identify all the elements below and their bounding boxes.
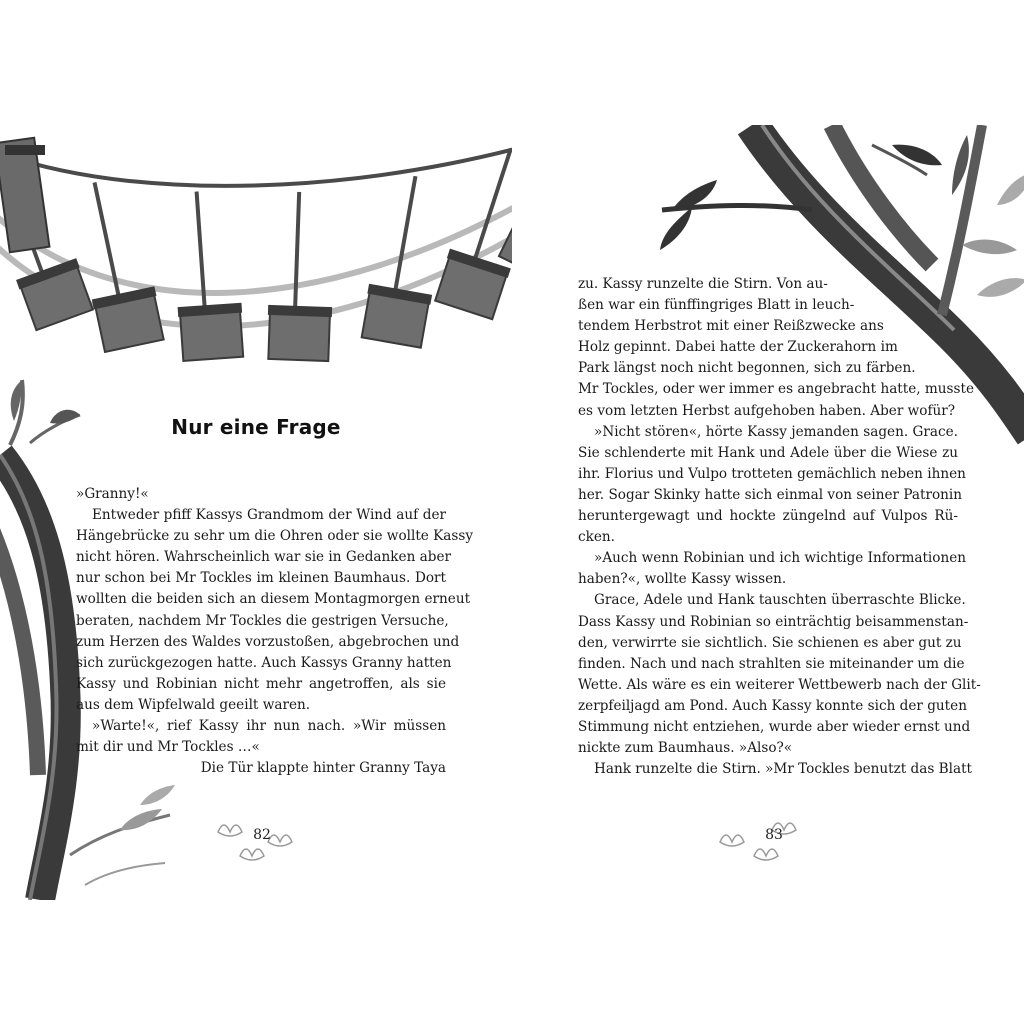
text-line: zerpfeiljagd am Pond. Auch Kassy konnte sich der guten: [578, 697, 967, 714]
text-line: Holz gepinnt. Dabei hatte der Zuckerahorn im: [578, 339, 898, 356]
text-line: Sie schlenderte mit Hank und Adele über die Wiese zu: [578, 444, 958, 461]
page-number: 83: [765, 827, 783, 843]
text-line: aus dem Wipfelwald geeilt waren.: [76, 696, 311, 713]
text-line: beraten, nachdem Mr Tockles die gestrigen Versuche,: [76, 612, 449, 629]
text-line: den, verwirrte sie sichtlich. Sie schienen es aber gut zu: [578, 634, 962, 651]
bridge-plank: [360, 171, 452, 348]
text-line: Entweder pfiff Kassys Grandmom der Wind auf der: [92, 507, 446, 524]
left-page-body: [76, 484, 474, 779]
text-line: »Granny!«: [76, 486, 149, 502]
text-line: haben?«, wollte Kassy wissen.: [578, 571, 787, 588]
text-line: »Nicht stören«, hörte Kassy jemanden sagen. Grace.: [594, 423, 958, 440]
text-line: nur schon bei Mr Tockles im kleinen Baumhaus. Dort: [76, 570, 446, 587]
right-page: [512, 125, 1024, 900]
text-line: Wette. Als wäre es ein weiterer Wettbewerb nach der Glit-: [578, 676, 981, 693]
text-line: sich zurückgezogen hatte. Auch Kassys Granny hatten: [76, 654, 452, 671]
text-line: zum Herzen des Waldes vorzustoßen, abgebrochen und: [76, 633, 460, 650]
text-line: wollten die beiden sich an diesem Montagmorgen erneut: [76, 591, 471, 608]
text-line: heruntergewagt und hockte züngelnd auf Vulpos Rü-: [578, 508, 958, 525]
text-line: Die Tür klappte hinter Granny Taya: [200, 760, 446, 777]
text-line: Park längst noch nicht begonnen, sich zu färben.: [578, 360, 916, 377]
left-page: [0, 125, 512, 900]
text-line: mit dir und Mr Tockles …«: [76, 739, 260, 756]
text-line: Stimmung nicht entziehen, wurde aber wieder ernst und: [578, 718, 971, 735]
text-line: »Warte!«, rief Kassy ihr nun nach. »Wir müssen: [92, 718, 446, 735]
right-page-body: [578, 274, 981, 780]
text-line: ßen war ein fünffingriges Blatt in leuch-: [578, 297, 855, 314]
text-line: Dass Kassy und Robinian so einträchtig beisammenstan-: [578, 613, 969, 630]
page-number: 82: [253, 827, 271, 843]
bridge-plank: [170, 189, 246, 361]
text-line: cken.: [578, 529, 615, 546]
text-line: zu. Kassy runzelte die Stirn. Von au-: [578, 276, 828, 292]
text-line: »Auch wenn Robinian und ich wichtige Informationen: [594, 550, 967, 567]
text-line: her. Sogar Skinky hatte sich einmal von seiner Patronin: [578, 486, 963, 503]
bridge-plank: [266, 191, 336, 361]
text-line: finden. Nach und nach strahlten sie miteinander um die: [578, 655, 965, 672]
text-line: Kassy und Robinian nicht mehr angetroffen, als sie: [76, 675, 446, 692]
text-line: Hängebrücke zu sehr um die Ohren oder sie wollte Kassy: [76, 528, 474, 545]
text-line: Grace, Adele und Hank tauschten überraschte Blicke.: [594, 592, 966, 609]
chapter-title: Nur eine Frage: [171, 415, 341, 439]
text-line: tendem Herbstrot mit einer Reißzwecke ans: [578, 318, 884, 335]
text-line: nickte zum Baumhaus. »Also?«: [578, 740, 793, 757]
text-line: nicht hören. Wahrscheinlich war sie in Gedanken aber: [76, 549, 452, 566]
text-line: es vom letzten Herbst aufgehoben haben. Aber wofür?: [578, 402, 956, 419]
text-line: ihr. Florius und Vulpo trotteten gemächlich neben ihnen: [578, 465, 966, 482]
text-line: Mr Tockles, oder wer immer es angebracht hatte, musste: [578, 381, 975, 398]
bridge-plank: [68, 175, 166, 353]
text-line: Hank runzelte die Stirn. »Mr Tockles benutzt das Blatt: [594, 761, 973, 778]
suspension-bridge-illustration: [0, 125, 512, 361]
